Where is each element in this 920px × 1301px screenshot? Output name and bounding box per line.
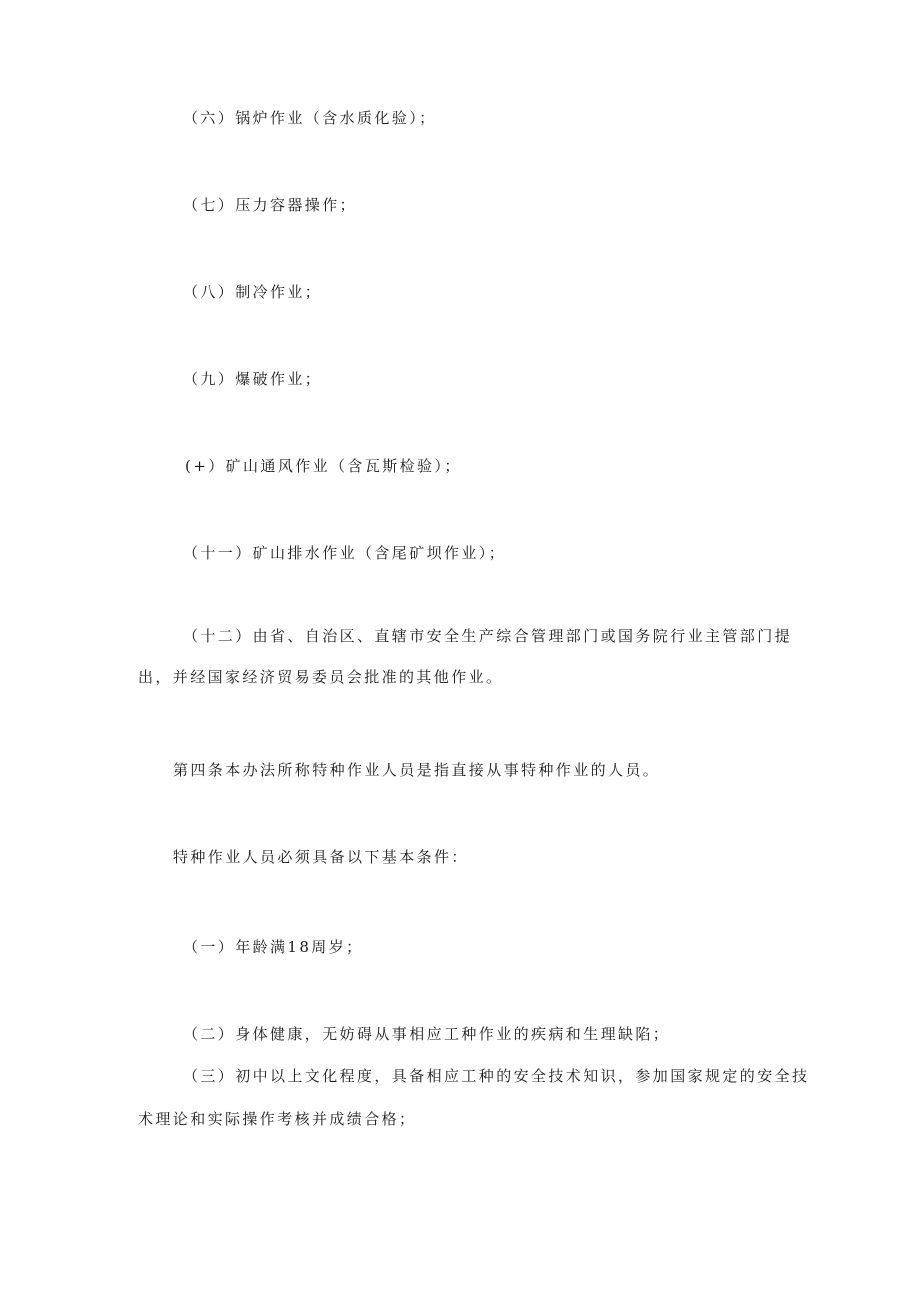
- article-four: 第四条本办法所称特种作业人员是指直接从事特种作业的人员。: [173, 761, 661, 779]
- item-twelve-other-line-2: 出，并经国家经济贸易委员会批准的其他作业。: [138, 668, 504, 686]
- item-eleven-mine-drainage: （十一）矿山排水作业（含尾矿坝作业）；: [183, 544, 507, 562]
- condition-three-education-line-2: 术理论和实际操作考核并成绩合格；: [138, 1110, 417, 1128]
- condition-two-health: （二）身体健康，无妨碍从事相应工种作业的疾病和生理缺陷；: [183, 1025, 671, 1043]
- condition-one-age: （一）年龄满18周岁；: [183, 938, 364, 956]
- item-eight-refrigeration: （八）制冷作业；: [183, 283, 323, 301]
- item-seven-pressure-vessel: （七）压力容器操作；: [183, 196, 358, 214]
- condition-three-education-line-1: （三）初中以上文化程度，具备相应工种的安全技术知识，参加国家规定的安全技: [183, 1067, 810, 1085]
- item-nine-blasting: （九）爆破作业；: [183, 370, 323, 388]
- item-six-boiler: （六）锅炉作业（含水质化验）；: [183, 109, 437, 127]
- basic-conditions-heading: 特种作业人员必须具备以下基本条件：: [173, 848, 469, 866]
- item-twelve-other-line-1: （十二）由省、自治区、直辖市安全生产综合管理部门或国务院行业主管部门提: [183, 627, 793, 645]
- item-ten-mine-ventilation: (+）矿山通风作业（含瓦斯检验）；: [185, 457, 462, 475]
